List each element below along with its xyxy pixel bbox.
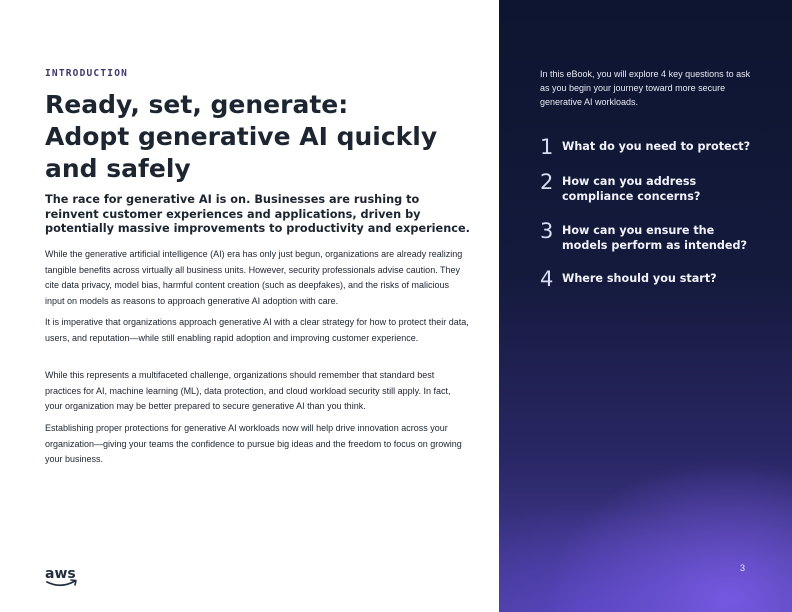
question-item-2 xyxy=(540,171,755,204)
question-text: How can you ensure the models perform as intended? xyxy=(562,224,747,252)
question-text: Where should you start? xyxy=(562,272,717,285)
question-item-1 xyxy=(540,136,755,158)
title-line-1: Ready, set, generate: xyxy=(45,90,349,119)
question-item-4 xyxy=(540,268,755,290)
question-text: What do you need to protect? xyxy=(562,140,751,153)
question-number: 4 xyxy=(540,267,554,291)
body-paragraph-2: It is imperative that organizations approach generative AI with a clear strategy for how to protect their data, users, and reputation—while still enabling rapid adoption and improving customer experience. xyxy=(45,317,469,343)
aws-logo-icon xyxy=(44,565,80,589)
body-paragraph-1: While the generative artificial intelligence (AI) era has only just begun, organizations are already realizing tangible benefits across virtually all business units. However, security professionals advise caution. They cite data privacy, model bias, harmful content creation (such as deepfakes), and the risks of malicious input on models as reasons to approach generative AI adoption with care. xyxy=(45,249,463,306)
question-text: How can you address compliance concerns? xyxy=(562,175,701,203)
question-number: 3 xyxy=(540,219,554,243)
title-line-2: Adopt generative AI quickly xyxy=(45,122,438,151)
question-number: 2 xyxy=(540,170,554,194)
page-number: 3 xyxy=(740,563,746,573)
questions-panel xyxy=(499,0,792,612)
lead-paragraph: The race for generative AI is on. Businesses are rushing to reinvent customer experiences and applications, driven by potentially massive improvements to productivity and experience. xyxy=(45,193,470,235)
panel-intro: In this eBook, you will explore 4 key questions to ask as you begin your journey toward more secure generative AI workloads. xyxy=(540,69,751,108)
question-number: 1 xyxy=(540,135,554,159)
section-kicker: INTRODUCTION xyxy=(45,68,129,79)
aws-logo-text: aws xyxy=(45,566,76,582)
question-item-3 xyxy=(540,220,755,253)
body-paragraph-3: While this represents a multifaceted challenge, organizations should remember that standard best practices for AI, machine learning (ML), data protection, and cloud workload security still apply. In fact, your organization may be better prepared to secure generative AI than you think. xyxy=(45,370,451,411)
title-line-3: and safely xyxy=(45,154,191,183)
body-paragraph-4: Establishing proper protections for generative AI workloads now will help drive innovation across your organization—giving your teams the confidence to pursue big ideas and the freedom to focus on growing your business. xyxy=(45,423,462,464)
page-title xyxy=(45,89,485,185)
